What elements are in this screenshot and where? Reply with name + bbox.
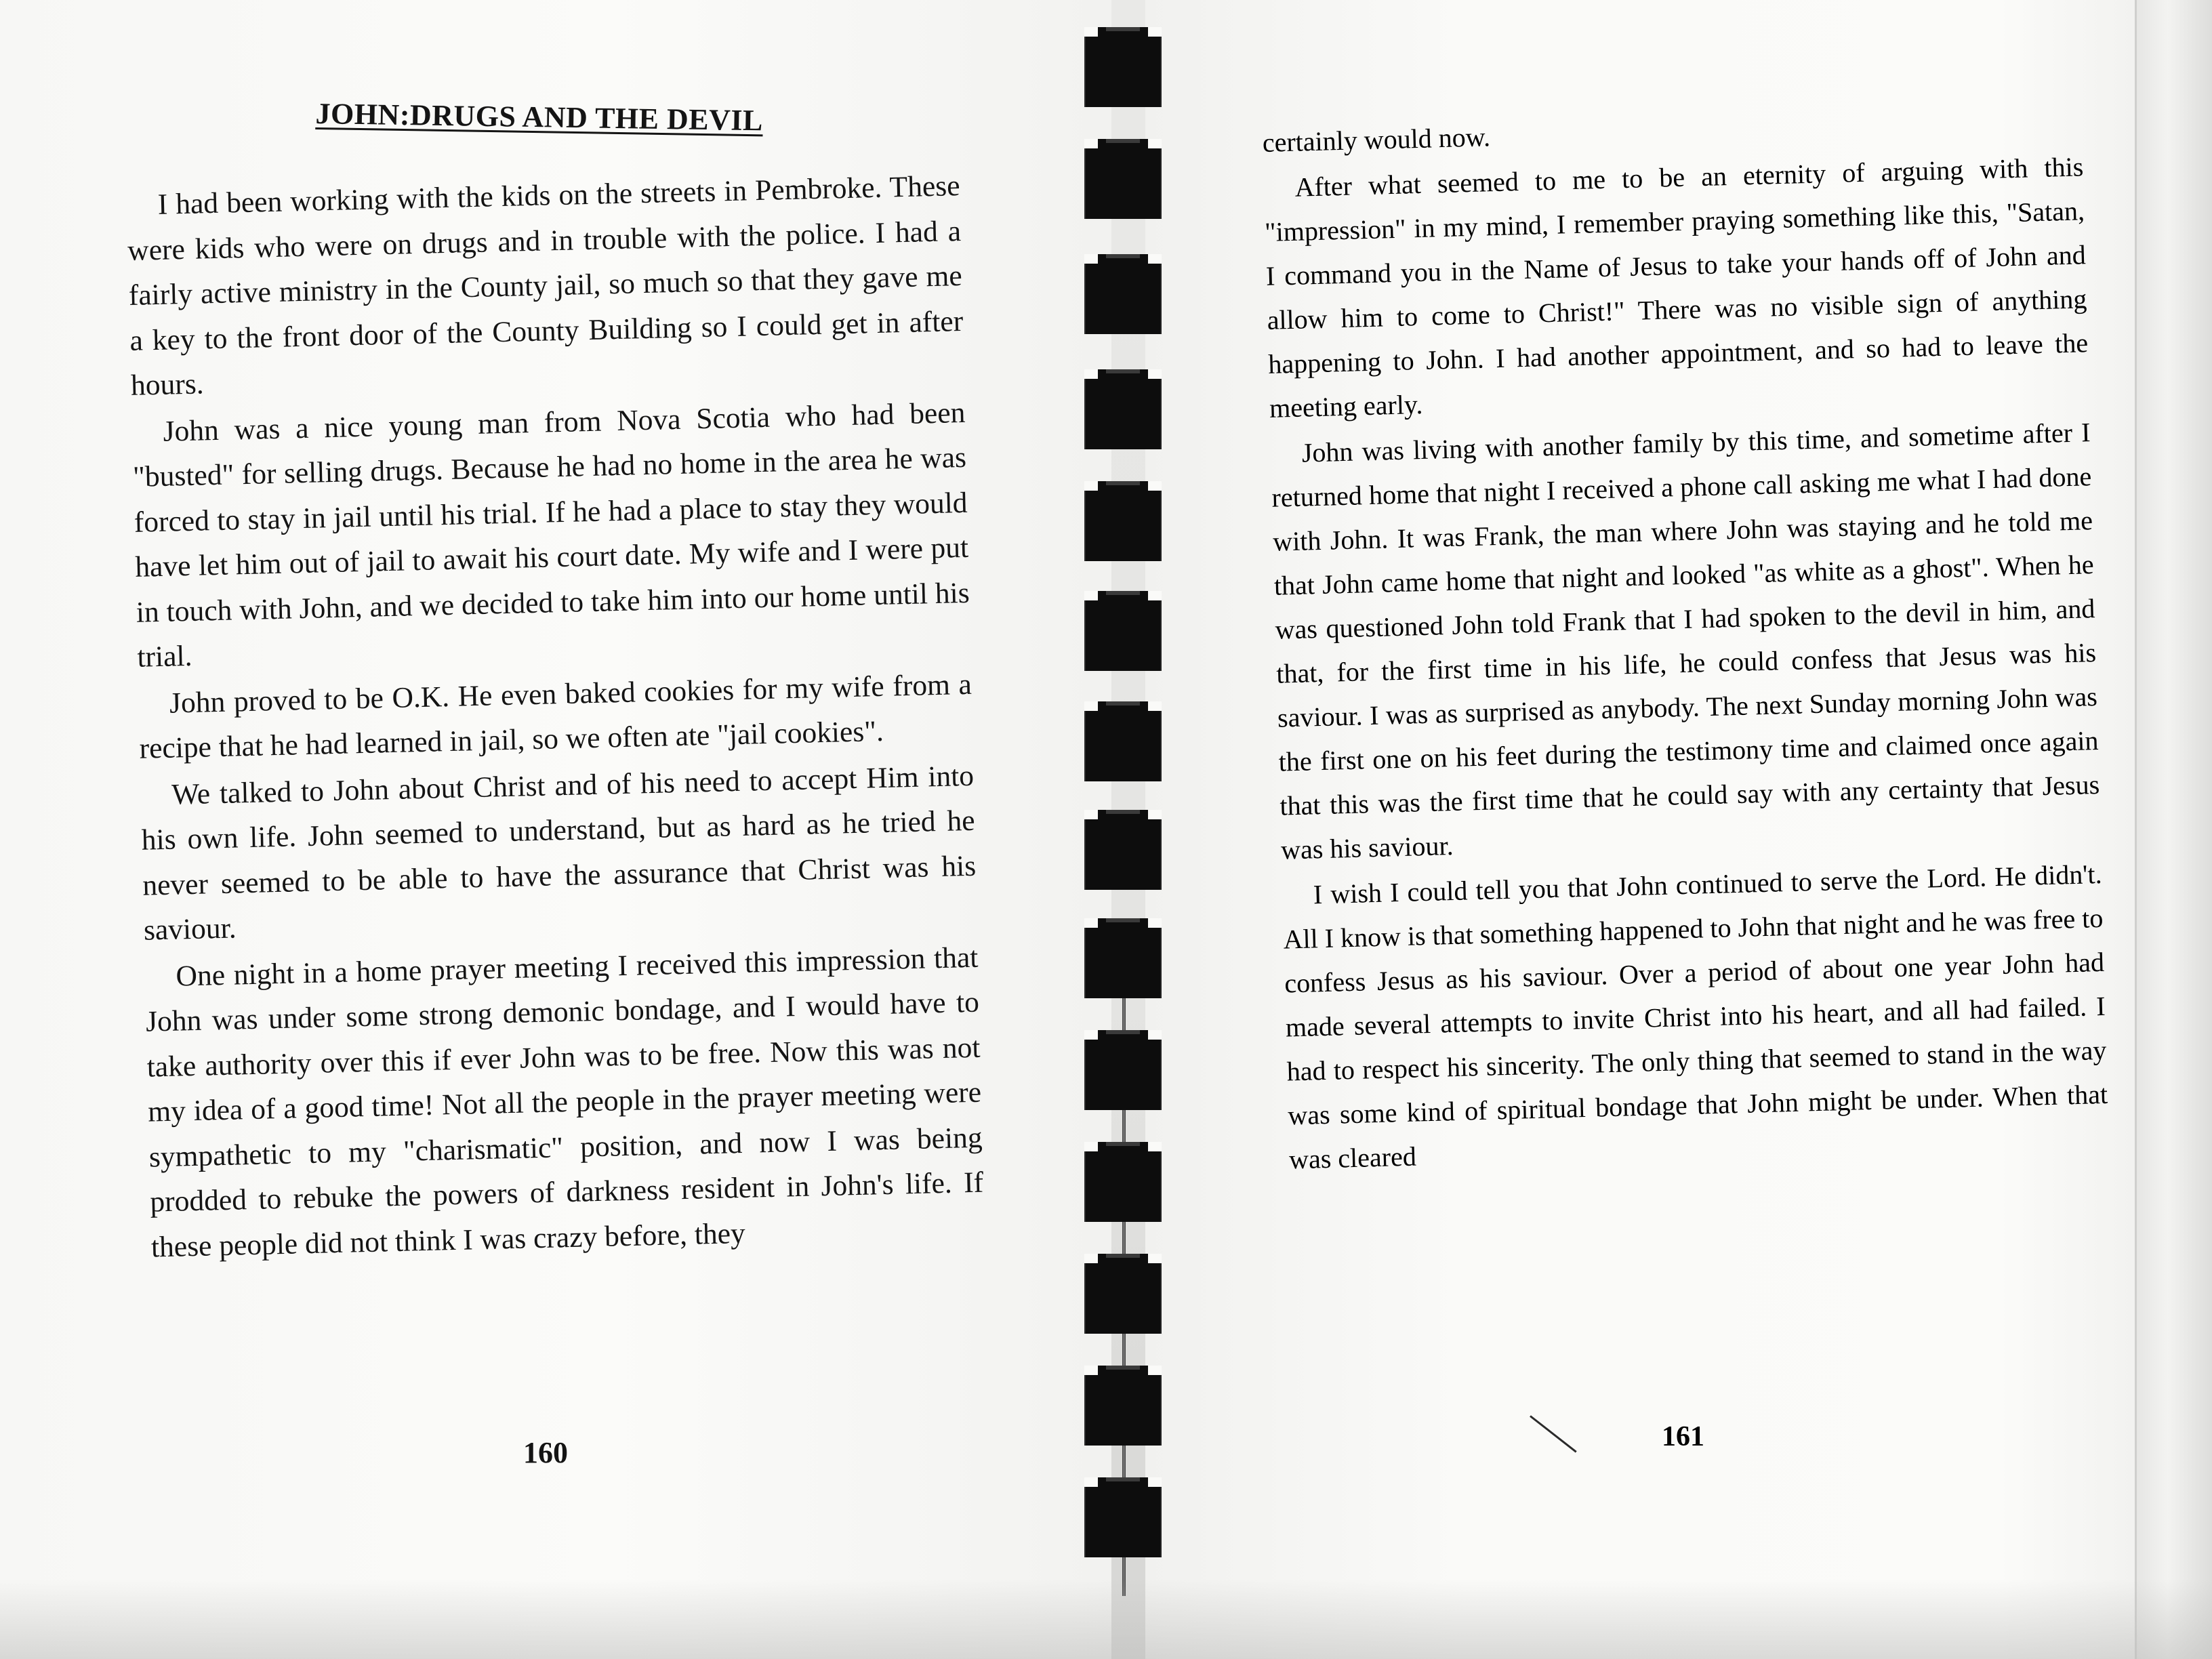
spiral-binding <box>1078 0 1172 1659</box>
right-paragraph-3: John was living with another family by this time, and sometime after I returned home that night I received a phone call asking me what I had done with John. It was Frank, the man where John was staying and he told me that John came home that night and looked "as white as a ghost". When he was questioned John told Frank that I had spoken to the devil in him, and that, for the first time in his life, he could confess that Jesus was his saviour. I was as surprised as anybody. The next Sunday morning John was the first one on his feet during the testimony time and claimed once again that this was the first time that he could say with any certainty that Jesus was his saviour. <box>1271 417 2100 865</box>
bottom-shadow <box>0 1579 2212 1659</box>
binding-coil <box>1084 918 1162 998</box>
left-paragraph-1: I had been working with the kids on the streets in Pembroke. These were kids who were on drugs and in trouble with the police. I had a fairly active ministry in the County jail, so much so that they gave me a key to the front door of the County Building so I could get in after hours. <box>127 169 964 402</box>
binding-coil <box>1084 1030 1162 1110</box>
left-page-number: 160 <box>523 1436 568 1469</box>
right-page-number: 161 <box>1662 1421 1704 1452</box>
right-paragraph-4: I wish I could tell you that John continued to serve the Lord. He didn't. All I know is that something happened to John that night and he was free to confess Jesus as his saviour. Over a period of about one year John had made several attempts to invite Christ into his heart, and all had failed. I had to respect his sincerity. The only thing that seemed to stand in the way was some kind of spiritual bondage that John might be under. When that was cleared <box>1283 858 2108 1175</box>
right-paragraph-1: certainly would now. <box>1262 121 1491 158</box>
left-paragraph-4: We talked to John about Christ and of his need to accept Him into his own life. John seemed to understand, but as hard as he tried he never seemed to be able to have the assurance that Christ was his saviour. <box>141 759 977 947</box>
right-paragraph-2: After what seemed to me to be an eternity of arguing with this "impression" in my mind, I remember praying something like this, "Satan, I command you in the Name of Jesus to take your hands off of John and allow him to come to Christ!" There was no visible sign of anything happening to John. I had another appointment, and so had to leave the meeting early. <box>1264 151 2089 424</box>
left-paragraph-2: John was a nice young man from Nova Scotia who had been "busted" for selling drugs. Because he had no home in the area he was forced to stay in jail until his trial. If he had a place to stay they would have let him out of jail to await his court date. My wife and I were put in touch with John, and we decided to take him into our home until his trial. <box>132 396 970 674</box>
left-paragraph-5: One night in a home prayer meeting I received this impression that John was under some strong demonic bondage, and I would have to take authority over this if ever John was to be free. Now this was not my idea of a good time! Not all the people in the prayer meeting were sympathetic to my "charismatic" position, and now I was being prodded to rebuke the powers of darkness resident in John's life. If these people did not think I was crazy before, they <box>145 941 984 1264</box>
binding-coil <box>1084 1477 1162 1557</box>
binding-coil <box>1084 591 1162 671</box>
binding-coil <box>1084 1366 1162 1446</box>
binding-coil <box>1084 1254 1162 1334</box>
binding-coil <box>1084 481 1162 561</box>
binding-coil <box>1084 369 1162 449</box>
page-stack-edge <box>2135 0 2212 1659</box>
binding-coil <box>1084 139 1162 219</box>
right-page-body <box>1262 99 2110 1183</box>
binding-coil <box>1084 810 1162 890</box>
binding-coil <box>1084 27 1162 107</box>
chapter-title: JOHN:DRUGS AND THE DEVIL <box>315 96 764 138</box>
left-paragraph-3: John proved to be O.K. He even baked cookies for my wife from a recipe that he had learned in jail, so we often ate "jail cookies". <box>139 668 972 765</box>
binding-coil <box>1084 701 1162 781</box>
left-page-body <box>126 163 985 1271</box>
binding-coil <box>1084 254 1162 334</box>
binding-coil <box>1084 1142 1162 1222</box>
